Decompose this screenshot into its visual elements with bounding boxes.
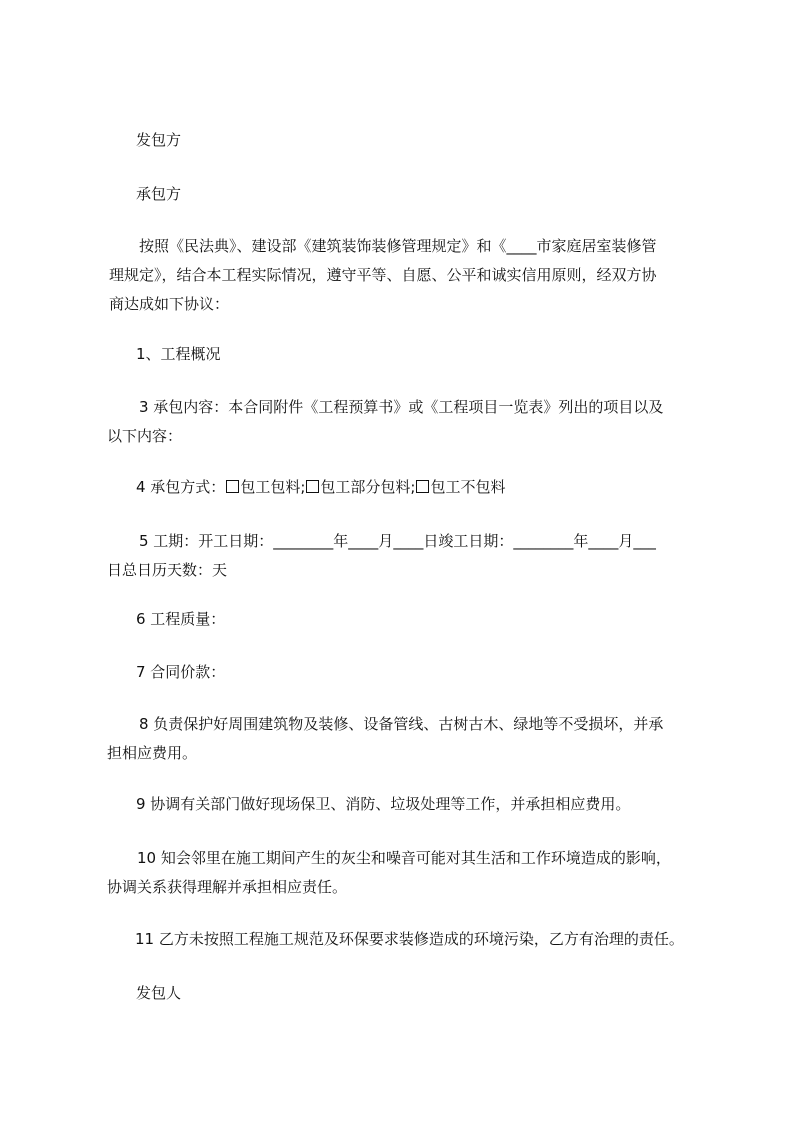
party-b-label: 承包方 bbox=[136, 185, 182, 203]
schedule-paragraph: 5 工期：开工日期：________年____月____日竣工日期：________年____月___ 日总日历天数：天 bbox=[107, 532, 656, 579]
section-heading-project-overview: 1、工程概况 bbox=[136, 345, 221, 363]
protection-paragraph: 8 负责保护好周围建筑物及装修、设备管线、古树古木、绿地等不受损坏，并承 担相应费用。 bbox=[107, 715, 664, 762]
preamble-line-3: 商达成如下协议： bbox=[109, 295, 230, 313]
checkbox-labor-only[interactable] bbox=[416, 480, 429, 493]
price-paragraph: 7 合同价款： bbox=[136, 663, 226, 681]
pollution-paragraph: 11 乙方未按照工程施工规范及环保要求装修造成的环境污染，乙方有治理的责任。 bbox=[135, 930, 684, 948]
checkbox-labor-partial-materials[interactable] bbox=[306, 480, 319, 493]
option-labor-and-materials: 包工包料 bbox=[240, 478, 301, 496]
option-labor-only: 包工不包料 bbox=[430, 478, 506, 496]
party-a-label: 发包方 bbox=[136, 131, 182, 149]
contract-method-paragraph: 4 承包方式： 包工包料; 包工部分包料; 包工不包料 bbox=[136, 478, 506, 496]
contract-scope-paragraph: 3 承包内容：本合同附件《工程预算书》或《工程项目一览表》列出的项目以及 以下内容： bbox=[107, 398, 664, 445]
neighbors-paragraph: 10 知会邻里在施工期间产生的灰尘和噪音可能对其生活和工作环境造成的影响， 协调关系获得理解并承担相应责任。 bbox=[107, 849, 671, 896]
preamble-line-2: 理规定》，结合本工程实际情况，遵守平等、自愿、公平和诚实信用原则，经双方协 bbox=[109, 266, 657, 284]
quality-paragraph: 6 工程质量： bbox=[136, 610, 226, 628]
contract-method-prefix: 4 承包方式： bbox=[136, 478, 226, 496]
option-labor-partial-materials: 包工部分包料 bbox=[320, 478, 411, 496]
coordination-paragraph: 9 协调有关部门做好现场保卫、消防、垃圾处理等工作，并承担相应费用。 bbox=[136, 795, 631, 813]
employer-signature-label: 发包人 bbox=[136, 984, 182, 1002]
preamble-paragraph bbox=[107, 232, 719, 319]
preamble-line-1: 按照《民法典》、建设部《建筑装饰装修管理规定》和《____市家庭居室装修管 bbox=[139, 237, 657, 255]
checkbox-labor-and-materials[interactable] bbox=[226, 480, 239, 493]
